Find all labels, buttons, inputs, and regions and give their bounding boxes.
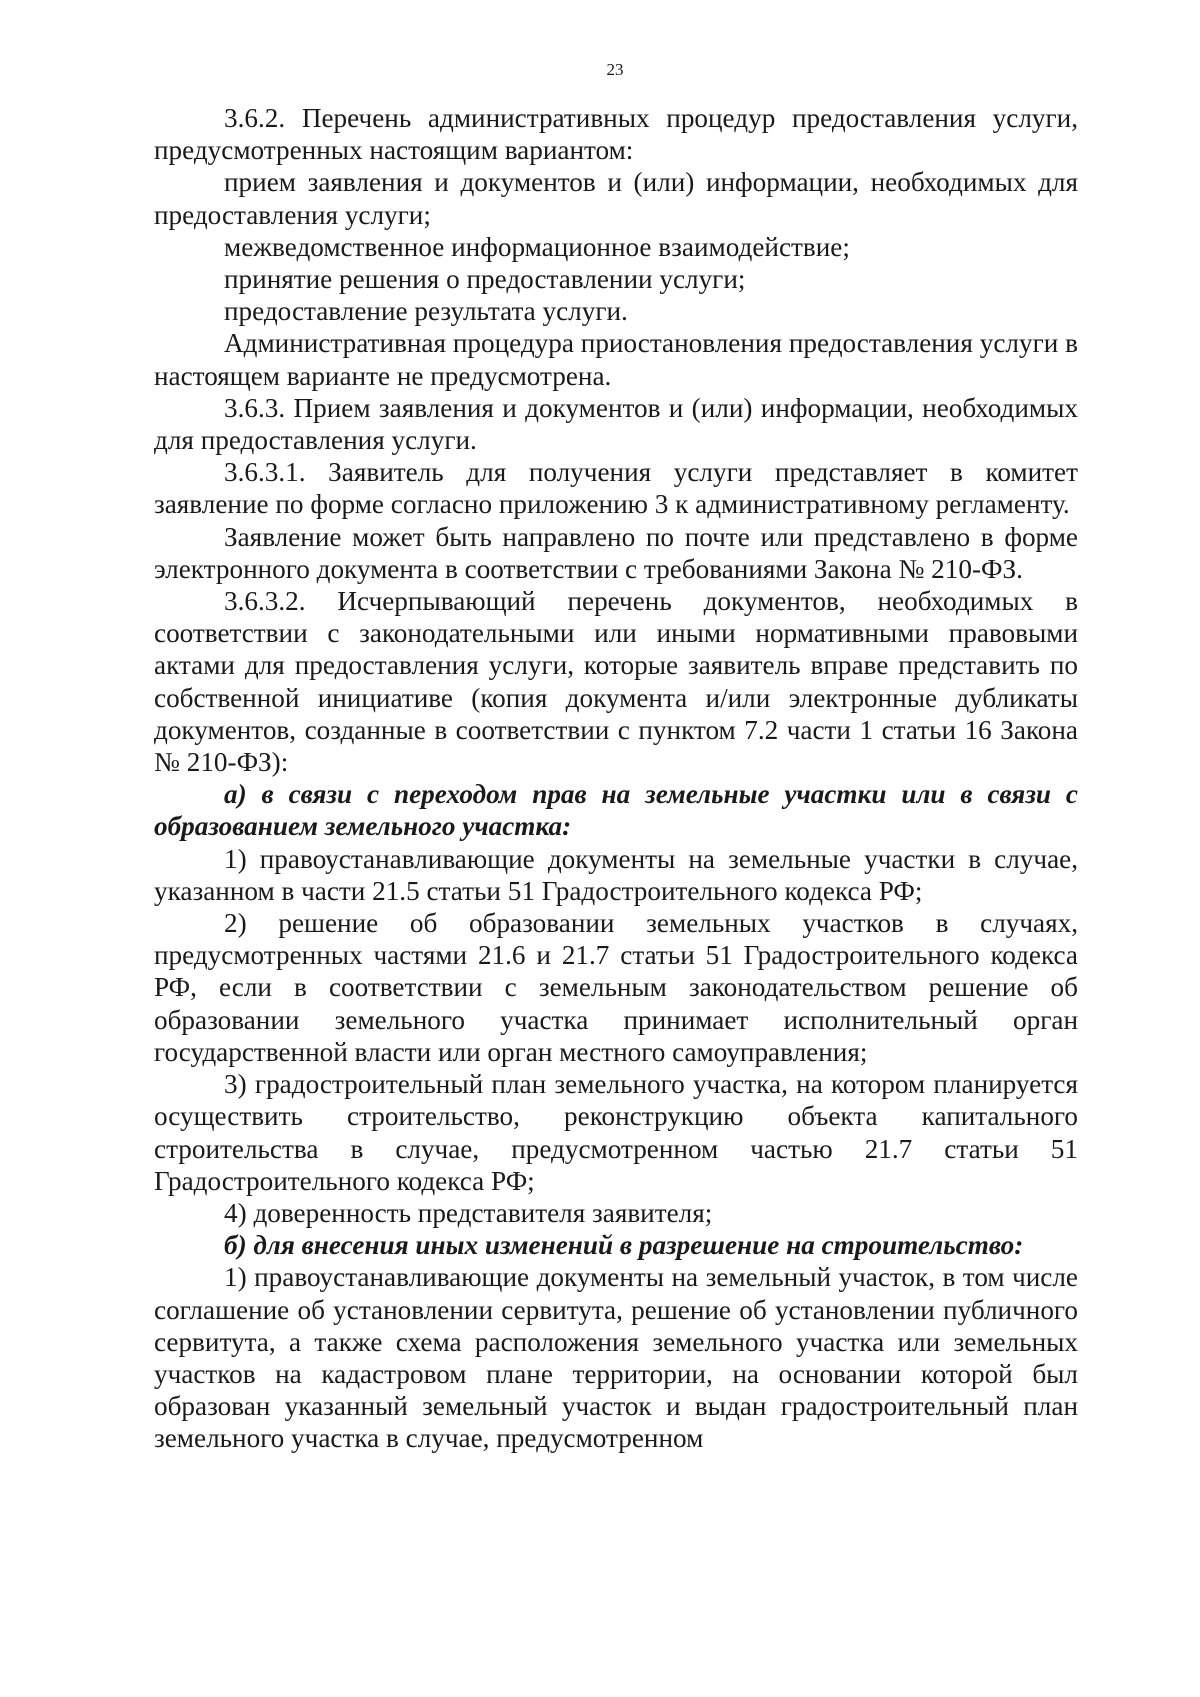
procedure-item-result: предоставление результата услуги.: [224, 296, 628, 327]
list-item-a-4: 4) доверенность представителя заявителя;: [224, 1197, 713, 1228]
list-item-a-3: 3) градостроительный план земельного участка, на котором планируется осуществить строительство, реконструкцию объекта капитального строительства в случае, предусмотренном частью 21.7 статьи 51 Градостроительного кодекса РФ;: [154, 1069, 1078, 1196]
paragraph-3-6-2: 3.6.2. Перечень административных процедур предоставления услуги, предусмотренных настоящим вариантом:: [154, 103, 1078, 166]
list-item-a-2: 2) решение об образовании земельных участков в случаях, предусмотренных частями 21.6 и 21.7 статьи 51 Градостроительного кодекса РФ, если в соответствии с земельным законодательством решение об образовании земельного участка принимает исполнительный орган государственной власти или орган местного самоуправления;: [154, 908, 1078, 1067]
page-number: 23: [606, 60, 624, 79]
subheading-b: б) для внесения иных изменений в разрешение на строительство:: [224, 1230, 1024, 1261]
paragraph-electronic-submission: Заявление может быть направлено по почте или представлено в форме электронного документа в соответствии с требованиями Закона № 210-ФЗ.: [154, 521, 1078, 584]
document-body: [154, 102, 1078, 1455]
procedure-item-application-intake: прием заявления и документов и (или) информации, необходимых для предоставления услуги;: [154, 167, 1078, 230]
subheading-a: а) в связи с переходом прав на земельные участки или в связи с образованием земельного участка:: [154, 779, 1078, 842]
paragraph-3-6-3: 3.6.3. Прием заявления и документов и (или) информации, необходимых для предоставления услуги.: [154, 392, 1078, 456]
procedure-item-interagency-interaction: межведомственное информационное взаимодействие;: [224, 231, 850, 262]
paragraph-suspension-note: Административная процедура приостановления предоставления услуги в настоящем варианте не предусмотрена.: [154, 328, 1078, 391]
procedure-item-decision: принятие решения о предоставлении услуги;: [224, 264, 746, 295]
paragraph-3-6-3-2: 3.6.3.2. Исчерпывающий перечень документов, необходимых в соответствии с законодательными или иными нормативными правовыми актами для предоставления услуги, которые заявитель вправе представить по собственной инициативе (копия документа и/или электронные дубликаты документов, созданные в соответствии с пунктом 7.2 части 1 статьи 16 Закона № 210-ФЗ):: [154, 586, 1078, 778]
list-item-a-1: 1) правоустанавливающие документы на земельные участки в случае, указанном в части 21.5 статьи 51 Градостроительного кодекса РФ;: [154, 843, 1078, 906]
list-item-b-1: 1) правоустанавливающие документы на земельный участок, в том числе соглашение об установлении сервитута, решение об установлении публичного сервитута, а также схема расположения земельного участка или земельных участков на кадастровом плане территории, на основании которой был образован указанный земельный участок и выдан градостроительный план земельного участка в случае, предусмотренном: [154, 1262, 1078, 1454]
paragraph-3-6-3-1: 3.6.3.1. Заявитель для получения услуги представляет в комитет заявление по форме согласно приложению 3 к административному регламенту.: [154, 457, 1078, 520]
